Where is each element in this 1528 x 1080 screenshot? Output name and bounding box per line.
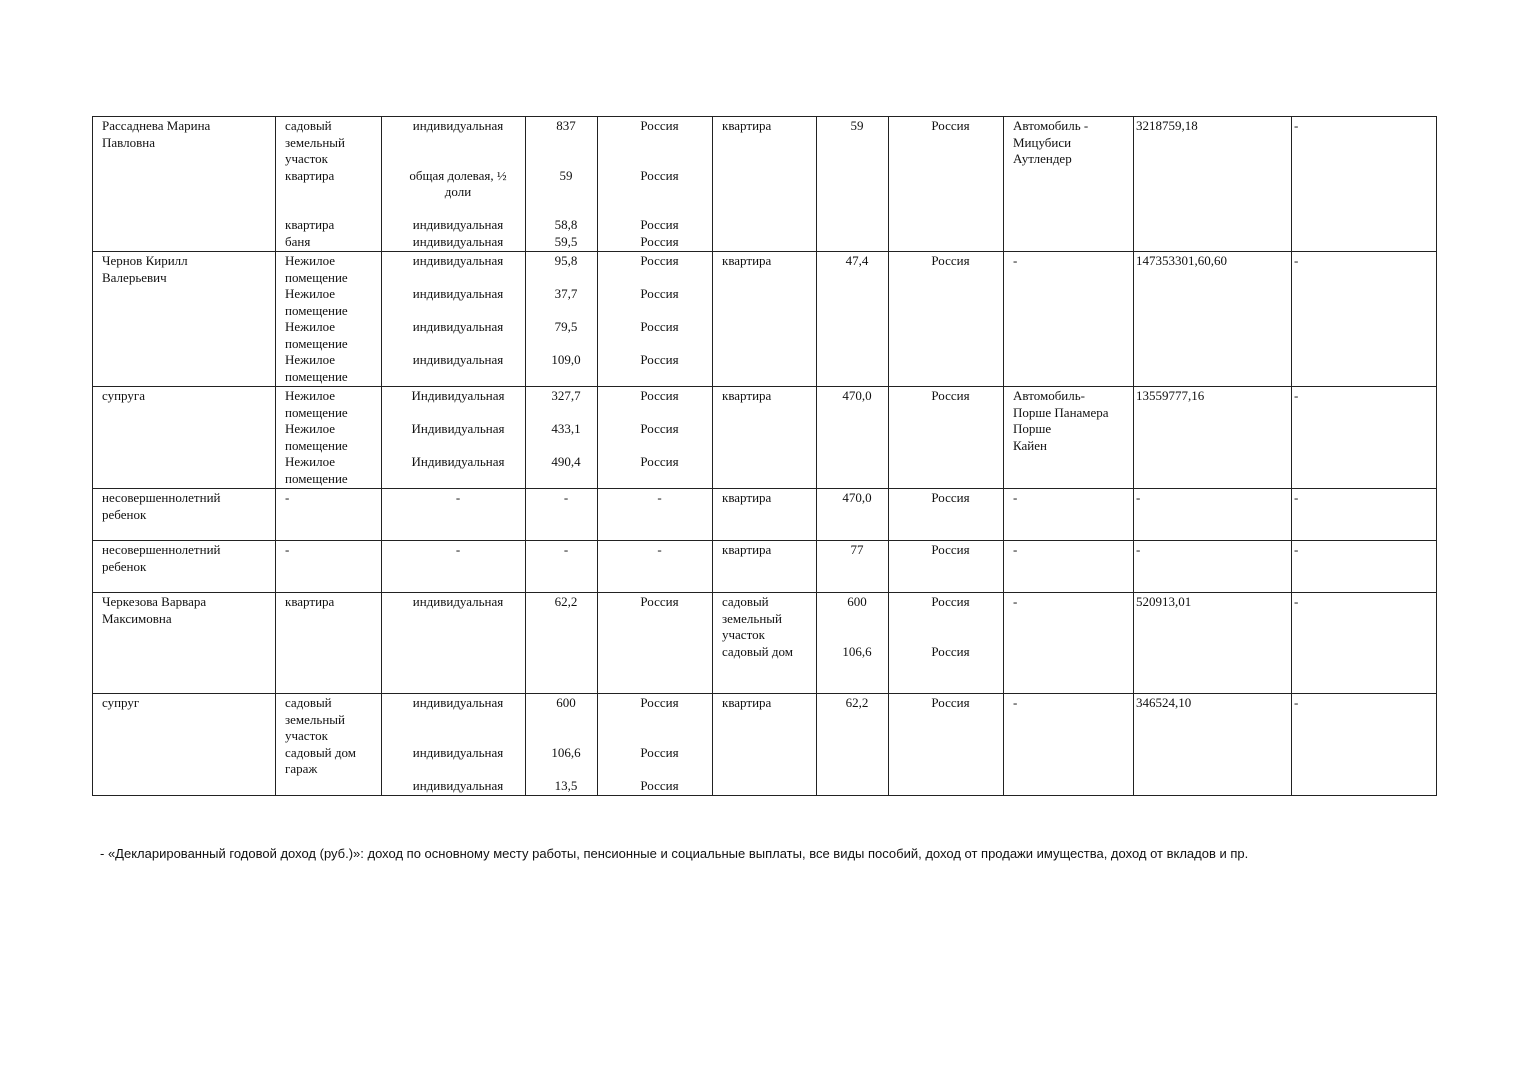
- declared-income-cell: 13559777,16: [1134, 387, 1292, 489]
- used-area-cell: 47,4: [817, 252, 889, 387]
- ownership-kind-cell: индивидуальная общая долевая, ½ доли индивидуальная индивидуальная: [382, 117, 526, 252]
- declared-income-cell: -: [1134, 489, 1292, 541]
- used-object-type-cell: квартира: [713, 117, 817, 252]
- vehicles-cell: -: [1004, 252, 1134, 387]
- used-country-cell: Россия Россия: [889, 593, 1004, 694]
- table-row: [93, 117, 1437, 252]
- owned-country-cell: Россия Россия Россия Россия: [598, 252, 713, 387]
- person-name-cell: Чернов Кирилл Валерьевич: [93, 252, 276, 387]
- footnote: - «Декларированный годовой доход (руб.)»: доход по основному месту работы, пенсионные и социальные выплаты, все виды пособий, доход от продажи имущества, доход от вкладов и пр.: [100, 846, 1249, 861]
- declared-income-cell: 346524,10: [1134, 694, 1292, 796]
- ownership-kind-cell: индивидуальная индивидуальная индивидуальная индивидуальная: [382, 252, 526, 387]
- ownership-kind-cell: индивидуальная индивидуальная индивидуальная: [382, 694, 526, 796]
- ownership-kind-cell: индивидуальная: [382, 593, 526, 694]
- used-country-cell: Россия: [889, 252, 1004, 387]
- owned-country-cell: Россия Россия Россия: [598, 387, 713, 489]
- funds-source-cell: -: [1292, 489, 1437, 541]
- owned-area-cell: -: [526, 489, 598, 541]
- owned-object-type-cell: садовый земельный участок квартира квартира баня: [276, 117, 382, 252]
- person-name-cell: супруг: [93, 694, 276, 796]
- vehicles-cell: Автомобиль - Мицубиси Аутлендер: [1004, 117, 1134, 252]
- owned-area-cell: 327,7 433,1 490,4: [526, 387, 598, 489]
- owned-object-type-cell: Нежилое помещение Нежилое помещение Нежилое помещение: [276, 387, 382, 489]
- used-country-cell: Россия: [889, 387, 1004, 489]
- table-row: [93, 593, 1437, 694]
- table-row: [93, 252, 1437, 387]
- funds-source-cell: -: [1292, 252, 1437, 387]
- owned-country-cell: Россия Россия Россия: [598, 694, 713, 796]
- used-object-type-cell: квартира: [713, 694, 817, 796]
- used-area-cell: 59: [817, 117, 889, 252]
- declaration-table: [92, 116, 1437, 796]
- ownership-kind-cell: Индивидуальная Индивидуальная Индивидуальная: [382, 387, 526, 489]
- used-country-cell: Россия: [889, 541, 1004, 593]
- used-country-cell: Россия: [889, 694, 1004, 796]
- used-object-type-cell: квартира: [713, 489, 817, 541]
- used-object-type-cell: садовый земельный участок садовый дом: [713, 593, 817, 694]
- person-name-cell: несовершеннолетний ребенок: [93, 541, 276, 593]
- used-object-type-cell: квартира: [713, 252, 817, 387]
- funds-source-cell: -: [1292, 117, 1437, 252]
- vehicles-cell: Автомобиль- Порше Панамера Порше Кайен: [1004, 387, 1134, 489]
- person-name-cell: Рассаднева Марина Павловна: [93, 117, 276, 252]
- declared-income-cell: -: [1134, 541, 1292, 593]
- funds-source-cell: -: [1292, 541, 1437, 593]
- table-row: [93, 694, 1437, 796]
- table-row: [93, 489, 1437, 541]
- declared-income-cell: 3218759,18: [1134, 117, 1292, 252]
- table-row: [93, 541, 1437, 593]
- owned-country-cell: Россия Россия Россия Россия: [598, 117, 713, 252]
- owned-object-type-cell: квартира: [276, 593, 382, 694]
- owned-area-cell: 837 59 58,8 59,5: [526, 117, 598, 252]
- used-country-cell: Россия: [889, 489, 1004, 541]
- owned-area-cell: 600 106,6 13,5: [526, 694, 598, 796]
- owned-country-cell: -: [598, 541, 713, 593]
- used-object-type-cell: квартира: [713, 387, 817, 489]
- owned-object-type-cell: -: [276, 541, 382, 593]
- used-area-cell: 62,2: [817, 694, 889, 796]
- person-name-cell: Черкезова Варвара Максимовна: [93, 593, 276, 694]
- used-area-cell: 600 106,6: [817, 593, 889, 694]
- owned-object-type-cell: -: [276, 489, 382, 541]
- used-area-cell: 77: [817, 541, 889, 593]
- person-name-cell: несовершеннолетний ребенок: [93, 489, 276, 541]
- declared-income-cell: 520913,01: [1134, 593, 1292, 694]
- owned-area-cell: 62,2: [526, 593, 598, 694]
- ownership-kind-cell: -: [382, 541, 526, 593]
- owned-country-cell: Россия: [598, 593, 713, 694]
- owned-area-cell: 95,8 37,7 79,5 109,0: [526, 252, 598, 387]
- declared-income-cell: 147353301,60,60: [1134, 252, 1292, 387]
- owned-country-cell: -: [598, 489, 713, 541]
- used-area-cell: 470,0: [817, 387, 889, 489]
- funds-source-cell: -: [1292, 387, 1437, 489]
- table-row: [93, 387, 1437, 489]
- ownership-kind-cell: -: [382, 489, 526, 541]
- used-area-cell: 470,0: [817, 489, 889, 541]
- funds-source-cell: -: [1292, 593, 1437, 694]
- owned-object-type-cell: садовый земельный участок садовый дом гараж: [276, 694, 382, 796]
- owned-area-cell: -: [526, 541, 598, 593]
- person-name-cell: супруга: [93, 387, 276, 489]
- vehicles-cell: -: [1004, 489, 1134, 541]
- used-country-cell: Россия: [889, 117, 1004, 252]
- owned-object-type-cell: Нежилое помещение Нежилое помещение Нежилое помещение Нежилое помещение: [276, 252, 382, 387]
- used-object-type-cell: квартира: [713, 541, 817, 593]
- vehicles-cell: -: [1004, 694, 1134, 796]
- funds-source-cell: -: [1292, 694, 1437, 796]
- vehicles-cell: -: [1004, 541, 1134, 593]
- vehicles-cell: -: [1004, 593, 1134, 694]
